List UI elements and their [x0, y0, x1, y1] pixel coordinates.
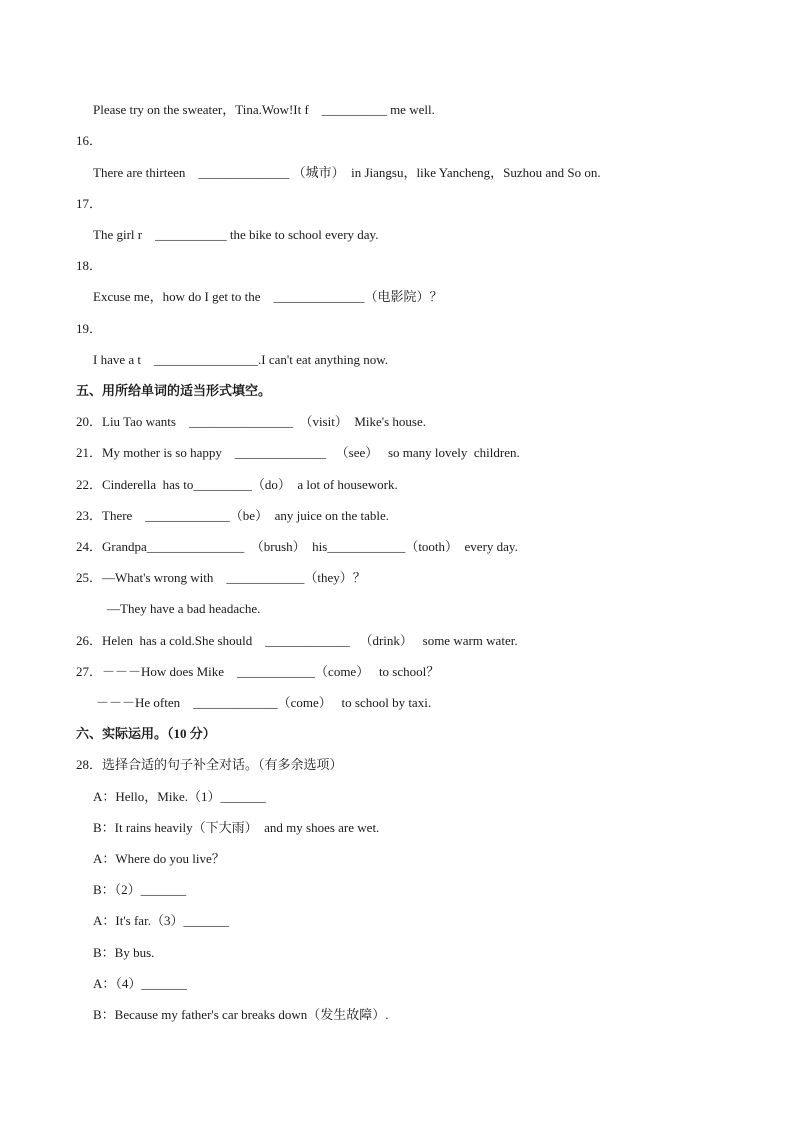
q26: 26．Helen has a cold.She should _____________ （drink） some warm water.	[76, 633, 518, 648]
dialogue-line-8: B：Because my father's car breaks down（发生故障）.	[93, 1007, 389, 1022]
section-6-heading: 六、实际运用。（10 分）	[76, 726, 216, 741]
q17-number: 17．	[76, 196, 103, 211]
dialogue-line-7: A：（4）_______	[93, 976, 187, 991]
dialogue-line-2: B：It rains heavily（下大雨） and my shoes are wet.	[93, 820, 380, 835]
q18-sentence: Excuse me，how do I get to the ______________（电影院）？	[93, 289, 443, 304]
q20: 20．Liu Tao wants ________________ （visit） Mike's house.	[76, 414, 427, 429]
dialogue-line-3: A：Where do you live？	[93, 851, 225, 866]
q27-answer: －－－He often _____________（come） to school by taxi.	[96, 695, 432, 710]
q21: 21．My mother is so happy ______________ （see） so many lovely children.	[76, 445, 520, 460]
q15-sentence: Please try on the sweater，Tina.Wow!It f __________ me well.	[93, 102, 435, 117]
q16-sentence: There are thirteen ______________ （城市） in Jiangsu，like Yancheng，Suzhou and So on.	[93, 165, 601, 180]
q23: 23．There _____________（be） any juice on the table.	[76, 508, 390, 523]
q28-instruction: 28．选择合适的句子补全对话。（有多余选项）	[76, 757, 343, 772]
dialogue-line-4: B：（2）_______	[93, 882, 187, 897]
q19-sentence: I have a t ________________.I can't eat anything now.	[93, 352, 389, 367]
q25-answer: —They have a bad headache.	[107, 601, 261, 616]
q27-question: 27．－－－How does Mike ____________（come） to school？	[76, 664, 440, 679]
dialogue-line-5: A：It's far.（3）_______	[93, 913, 229, 928]
q25-question: 25．—What's wrong with ____________（they）？	[76, 570, 366, 585]
q18-number: 18．	[76, 258, 103, 273]
section-5-heading: 五、用所给单词的适当形式填空。	[76, 383, 272, 398]
q22: 22．Cinderella has to_________（do） a lot of housework.	[76, 477, 398, 492]
dialogue-line-6: B：By bus.	[93, 945, 155, 960]
q17-sentence: The girl r ___________ the bike to school every day.	[93, 227, 379, 242]
dialogue-line-1: A：Hello，Mike.（1）_______	[93, 789, 266, 804]
q24: 24．Grandpa_______________ （brush） his____________（tooth） every day.	[76, 539, 518, 554]
q19-number: 19．	[76, 321, 103, 336]
q16-number: 16．	[76, 133, 103, 148]
